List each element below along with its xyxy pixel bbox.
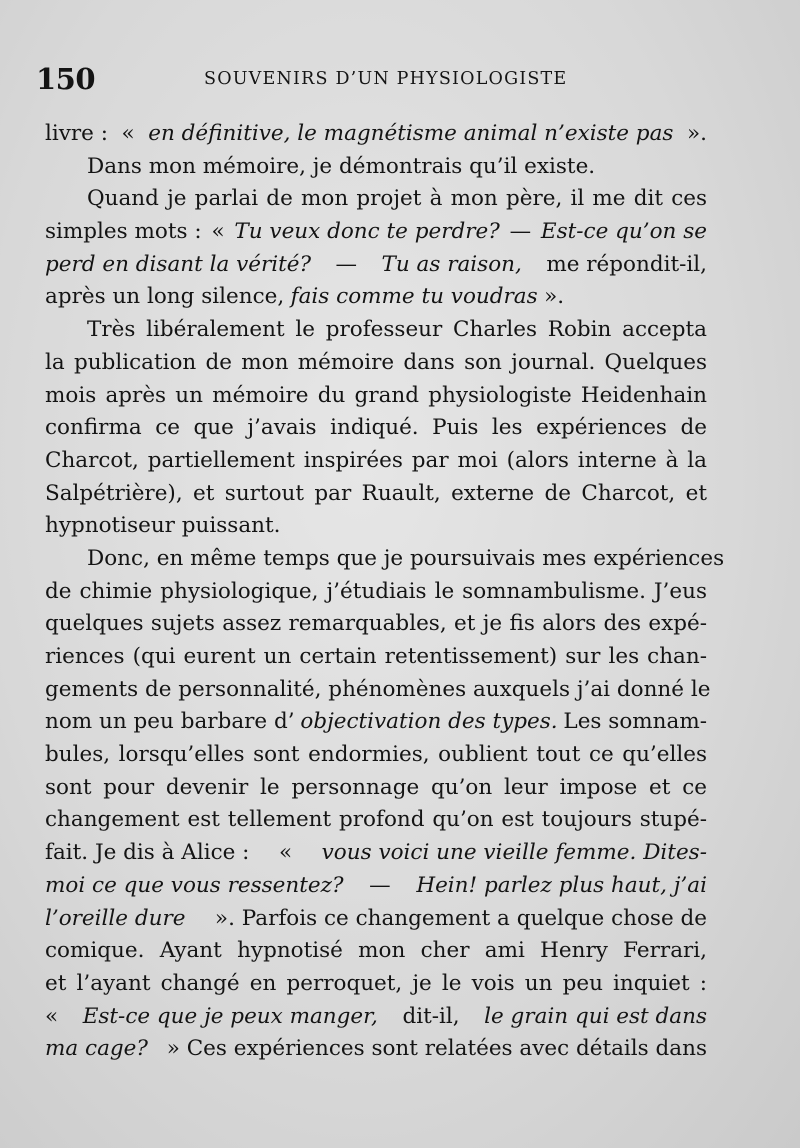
text-segment: « (278, 840, 293, 866)
text-segment: et l’ayant changé en perroquet, je le vois un peu inquiet : (45, 970, 707, 996)
text-segment: Les somnam- (563, 709, 707, 735)
text-line (45, 151, 707, 184)
text-segment: fais comme tu voudras (290, 284, 538, 310)
text-line (45, 380, 707, 413)
text-segment: livre : (45, 121, 108, 146)
text-line (45, 478, 707, 511)
text-segment: le grain qui est dans (484, 1003, 707, 1029)
text-segment: Tu as raison, (381, 251, 522, 277)
text-segment: gements de personnalité, phénomènes auxquels j’ai donné le (45, 676, 711, 702)
text-line (45, 510, 707, 543)
text-segment: — (509, 219, 532, 245)
text-segment: Quand je parlai de mon projet à mon père, il me dit ces (87, 186, 707, 212)
text-segment: « (121, 121, 135, 146)
text-line (45, 706, 707, 739)
text-line (45, 543, 725, 576)
text-line (45, 249, 707, 282)
text-segment: changement est tellement profond qu’on est toujours stupé- (45, 807, 707, 833)
text-segment: mois après un mémoire du grand physiologiste Heidenhain (45, 382, 707, 408)
text-line (45, 445, 707, 478)
text-segment: la publication de mon mémoire dans son journal. Quelques (45, 349, 707, 375)
text-segment: Donc, en même temps que je poursuivais mes expériences (87, 545, 725, 571)
text-segment: vous voici une vieille femme. Dites- (321, 840, 707, 866)
text-segment: me répondit-il, (546, 251, 707, 277)
text-line (45, 837, 707, 870)
text-segment: comique. Ayant hypnotisé mon cher ami Henry Ferrari, (45, 938, 707, 964)
text-segment: ma cage? (45, 1036, 148, 1062)
text-segment: Est-ce qu’on se (540, 219, 707, 245)
text-line (45, 412, 707, 445)
text-segment: Dans mon mémoire, je démontrais qu’il existe. (87, 153, 596, 179)
text-segment: nom un peu barbare d’ (45, 709, 295, 735)
text-segment: Très libéralement le professeur Charles Robin accepta (87, 317, 707, 343)
text-segment: « (211, 219, 225, 245)
text-segment: Est-ce que je peux manger, (82, 1003, 378, 1029)
text-segment: quelques sujets assez remarquables, et je fis alors des expé- (45, 611, 707, 637)
text-segment: confirma ce que j’avais indiqué. Puis les expériences de (45, 415, 707, 441)
running-head: SOUVENIRS D’UN PHYSIOLOGISTE (204, 69, 568, 89)
text-segment: bules, lorsqu’elles sont endormies, oublient tout ce qu’elles (45, 742, 707, 768)
text-line (45, 870, 707, 903)
text-line (45, 804, 707, 837)
text-segment: objectivation des types. (300, 709, 558, 735)
text-segment: simples mots : (45, 219, 202, 245)
text-line (45, 739, 707, 772)
text-segment: — (369, 872, 391, 898)
text-segment: l’oreille dure (45, 905, 186, 931)
text-segment: » Ces expériences sont relatées avec détails dans (166, 1036, 707, 1062)
text-segment: dit-il, (402, 1003, 460, 1029)
text-line (45, 314, 707, 347)
text-segment: sont pour devenir le personnage qu’on leur impose et ce (45, 774, 707, 800)
text-segment: Hein! parlez plus haut, j’ai (416, 872, 707, 898)
text-line (45, 1001, 707, 1034)
text-line (45, 347, 707, 380)
page-number: 150 (36, 62, 96, 96)
text-segment: fait. Je dis à Alice : (45, 840, 250, 866)
text-line (45, 281, 707, 314)
text-segment: moi ce que vous ressentez? (45, 872, 344, 898)
text-segment: ». (544, 284, 565, 310)
text-segment: Charcot, partiellement inspirées par moi (alors interne à la (45, 447, 707, 473)
text-segment: Salpétrière), et surtout par Ruault, externe de Charcot, et (45, 480, 707, 506)
text-segment: Tu veux donc te perdre? (234, 219, 500, 245)
text-segment: — (335, 251, 358, 277)
text-segment: hypnotiseur puissant. (45, 513, 281, 539)
text-segment: en définitive, le magnétisme animal n’existe pas (148, 121, 674, 146)
text-segment: riences (qui eurent un certain retentissement) sur les chan- (45, 644, 707, 669)
text-segment: « (45, 1003, 59, 1029)
body-text (45, 118, 725, 1066)
text-line (45, 641, 707, 674)
page-header (36, 62, 764, 102)
text-line (45, 968, 707, 1001)
text-segment: perd en disant la vérité? (45, 251, 312, 277)
text-line (45, 772, 707, 805)
text-segment: ». Parfois ce changement a quelque chose de (214, 905, 707, 931)
text-line (45, 118, 707, 151)
text-line (45, 903, 707, 936)
text-segment: de chimie physiologique, j’étudiais le somnambulisme. J’eus (45, 578, 707, 604)
text-line (45, 674, 711, 707)
text-line (45, 216, 707, 249)
text-segment: ». (686, 121, 707, 146)
text-line (45, 576, 707, 609)
text-segment: après un long silence, (45, 284, 285, 310)
text-line (45, 183, 707, 216)
text-line (45, 1033, 707, 1066)
text-line (45, 608, 707, 641)
text-line (45, 935, 707, 968)
